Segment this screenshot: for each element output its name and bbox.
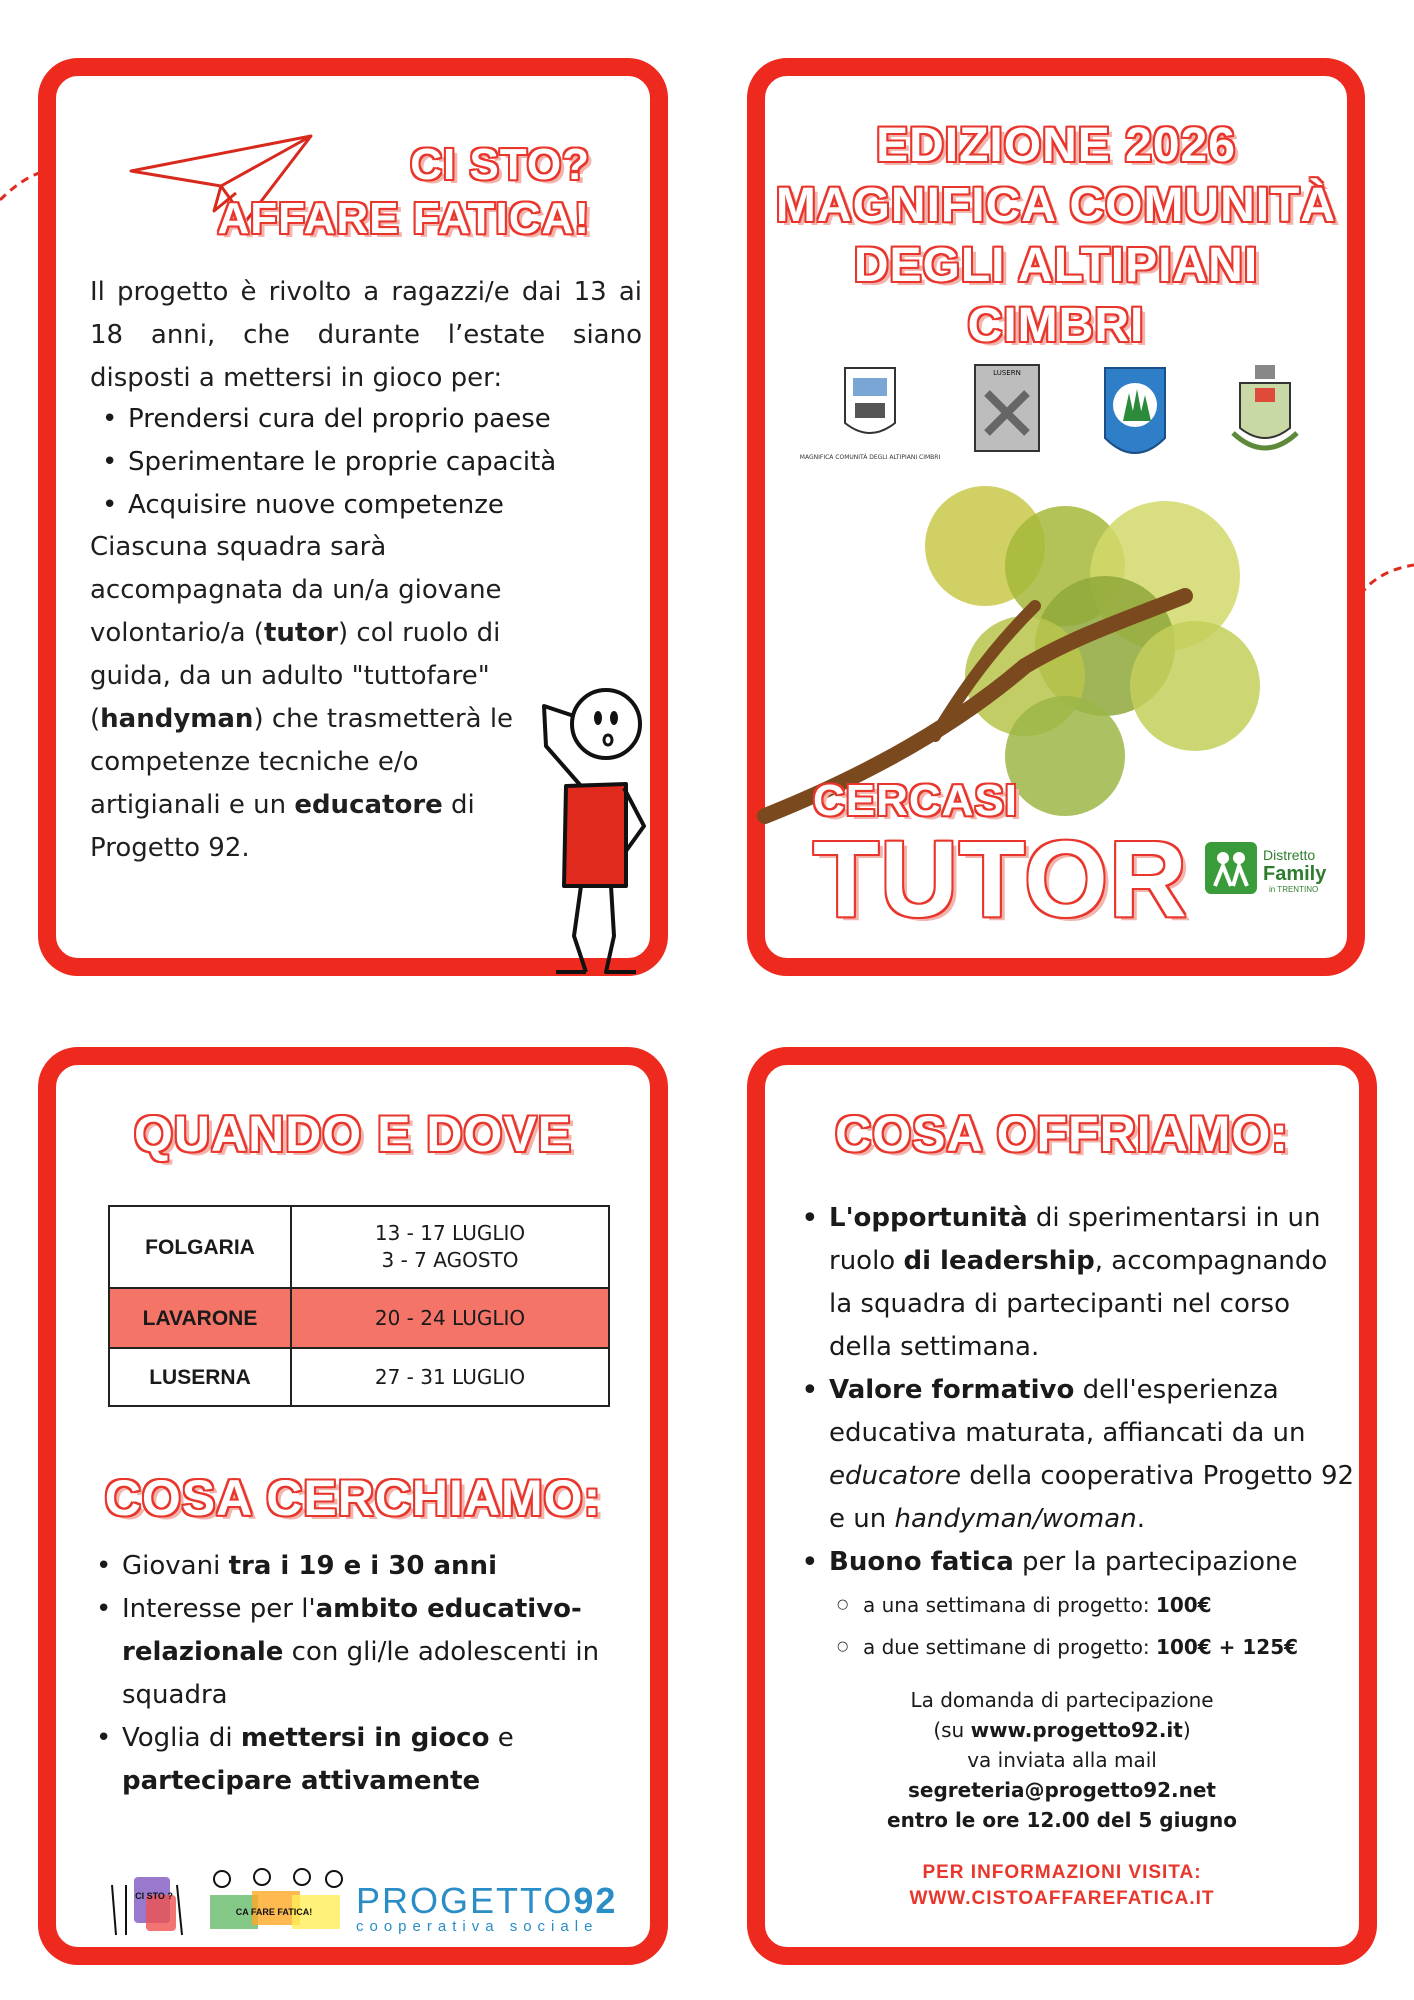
ci-sto-title-line1: CI STO?	[410, 140, 590, 189]
distretto-family-logo	[1205, 834, 1345, 904]
item-text: Interesse per l'	[122, 1594, 316, 1624]
item-text: con gli/le adolescenti in squadra	[122, 1637, 600, 1710]
item-bold: mettersi in gioco	[240, 1723, 490, 1753]
lusern-crest-icon	[975, 365, 1039, 451]
place-cell: FOLGARIA	[109, 1206, 291, 1288]
dates-cell	[291, 1206, 609, 1288]
item-italic: handyman/woman	[894, 1504, 1137, 1534]
team-bold-tutor: tutor	[263, 618, 339, 648]
item-text: .	[1136, 1504, 1145, 1534]
goals-list	[90, 398, 556, 527]
item-text: dell'esperienza educativa maturata, affiancati da un	[829, 1375, 1306, 1448]
svg-text:CA FARE FATICA!: CA FARE FATICA!	[235, 1907, 313, 1917]
edition-title-line4: CIMBRI	[967, 299, 1145, 352]
team-text-4: di Progetto 92.	[90, 790, 475, 863]
edition-title	[765, 116, 1347, 356]
item-text: e	[489, 1723, 514, 1753]
edition-title-line3: DEGLI ALTIPIANI	[853, 239, 1259, 292]
edition-title-line2: MAGNIFICA COMUNITÀ	[775, 179, 1337, 232]
item-text: a una settimana di progetto:	[863, 1593, 1156, 1617]
team-description	[90, 526, 550, 870]
website-link[interactable]: www.progetto92.it	[970, 1718, 1183, 1742]
item-bold: 100€	[1155, 1593, 1212, 1617]
item-bold: Buono fatica	[829, 1547, 1014, 1577]
svg-text:Distretto: Distretto	[1263, 847, 1316, 863]
apply-line	[765, 1715, 1359, 1745]
intro-card	[38, 58, 668, 976]
goal-item: • Prendersi cura del proprio paese	[90, 398, 556, 441]
svg-text:in TRENTINO: in TRENTINO	[1269, 885, 1319, 894]
table-row	[109, 1348, 609, 1406]
progetto-subtitle: cooperativa sociale	[356, 1918, 599, 1935]
progetto-name: PROGETTO	[356, 1880, 574, 1921]
progetto92-logo	[356, 1880, 617, 1935]
offer-list	[795, 1197, 1355, 1668]
item-bold: Valore formativo	[829, 1375, 1075, 1405]
svg-text:MAGNIFICA COMUNITÀ DEGLI ALTIP: MAGNIFICA COMUNITÀ DEGLI ALTIPIANI CIMBRI	[799, 454, 941, 461]
apply-line	[765, 1805, 1359, 1835]
cosa-cerchiamo-title: COSA CERCHIAMO:	[104, 1470, 602, 1526]
ci-sto-puzzle-icon	[112, 1877, 182, 1935]
item-text: di sperimentarsi in un ruolo	[829, 1203, 1321, 1276]
item-bold: L'opportunità	[829, 1203, 1028, 1233]
team-bold-educatore: educatore	[294, 790, 443, 820]
goal-item: • Acquisire nuove competenze	[90, 484, 556, 527]
requirements-list	[92, 1545, 632, 1803]
item-bold: ambito educativo-relazionale	[122, 1594, 582, 1667]
item-bold: tra i 19 e i 30 anni	[228, 1551, 497, 1581]
list-item	[795, 1197, 1355, 1369]
team-text-3: ) che trasmetterà le competenze tecniche e/o artigianali e un	[90, 704, 514, 820]
lavarone-crest-icon	[1105, 368, 1165, 453]
item-text: per la partecipazione	[1013, 1547, 1298, 1577]
svg-text:LUSERN: LUSERN	[993, 369, 1021, 377]
email-link[interactable]: segreteria@progetto92.net	[907, 1778, 1216, 1802]
table-row	[109, 1206, 609, 1288]
ci-sto-title-line2: AFFARE FATICA!	[217, 194, 590, 243]
thinking-stick-figure-illustration	[526, 676, 656, 976]
info-website-link[interactable]: WWW.CISTOAFFAREFATICA.IT	[909, 1888, 1215, 1909]
ci-sto-title	[218, 138, 591, 246]
municipality-coat-of-arms-row	[799, 363, 1305, 473]
item-text: Voglia di	[122, 1723, 241, 1753]
item-bold: partecipare attivamente	[122, 1766, 481, 1796]
schedule-table	[108, 1205, 610, 1407]
affare-fatica-puzzle-icon	[210, 1869, 342, 1929]
cosa-offriamo-title: COSA OFFRIAMO:	[835, 1106, 1289, 1162]
item-italic: educatore	[829, 1461, 961, 1491]
tree-branch-illustration	[765, 486, 1325, 826]
dates-line: 13 - 17 LUGLIO	[374, 1221, 526, 1245]
list-item	[795, 1369, 1355, 1541]
apply-line: La domanda di partecipazione	[910, 1688, 1214, 1712]
voucher-sublist	[829, 1584, 1355, 1668]
offer-card	[747, 1047, 1377, 1965]
quando-dove-title: QUANDO E DOVE	[133, 1106, 573, 1162]
apply-text: (su	[933, 1718, 971, 1742]
magnifica-comunita-crest-icon	[800, 368, 941, 461]
info-footer	[765, 1860, 1359, 1912]
folgaria-crest-icon	[1233, 365, 1297, 448]
dates-cell: 27 - 31 LUGLIO	[291, 1348, 609, 1406]
item-text: a due settimane di progetto:	[863, 1635, 1157, 1659]
place-cell: LUSERNA	[109, 1348, 291, 1406]
list-item	[92, 1545, 632, 1588]
progetto-num: 92	[573, 1880, 618, 1921]
edition-title-line1: EDIZIONE 2026	[876, 119, 1236, 172]
list-item	[92, 1588, 632, 1717]
item-bold: di leadership	[903, 1246, 1095, 1276]
team-text-1: Ciascuna squadra sarà accompagnata da un/a giovane volontario/a (	[90, 532, 502, 648]
tutor-label: TUTOR	[813, 818, 1188, 939]
cover-card	[747, 58, 1365, 976]
apply-line: va inviata alla mail	[967, 1748, 1157, 1772]
item-bold: 100€ + 125€	[1156, 1635, 1299, 1659]
table-row	[109, 1288, 609, 1348]
apply-line	[765, 1775, 1359, 1805]
team-text-2: ) col ruolo di guida, da un adulto "tuttofare" (	[90, 618, 501, 734]
goal-item: • Sperimentare le proprie capacità	[90, 441, 556, 484]
info-label: PER INFORMAZIONI VISITA:	[922, 1862, 1202, 1883]
sublist-item	[829, 1584, 1355, 1626]
list-item	[92, 1717, 632, 1803]
list-item	[795, 1541, 1355, 1668]
item-text: della cooperativa Progetto 92 e un	[829, 1461, 1355, 1534]
dates-cell: 20 - 24 LUGLIO	[291, 1288, 609, 1348]
sublist-item	[829, 1626, 1355, 1668]
team-bold-handyman: handyman	[100, 704, 254, 734]
apply-text: )	[1182, 1718, 1191, 1742]
item-text: Giovani	[122, 1551, 229, 1581]
svg-text:Family: Family	[1263, 863, 1327, 885]
dates-line: 3 - 7 AGOSTO	[381, 1248, 519, 1272]
cercasi-label: CERCASI	[813, 776, 1019, 825]
when-where-card	[38, 1047, 668, 1965]
place-cell: LAVARONE	[109, 1288, 291, 1348]
project-intro-text: Il progetto è rivolto a ragazzi/e dai 13 ai 18 anni, che durante l’estate siano disposti a mettersi in gioco per:	[90, 277, 642, 393]
svg-text:CI STO ?: CI STO ?	[135, 1891, 173, 1901]
deadline-text: entro le ore 12.00 del 5 giugno	[887, 1808, 1237, 1832]
item-text: , accompagnando la squadra di partecipanti nel corso della settimana.	[829, 1246, 1328, 1362]
application-instructions	[765, 1685, 1359, 1835]
